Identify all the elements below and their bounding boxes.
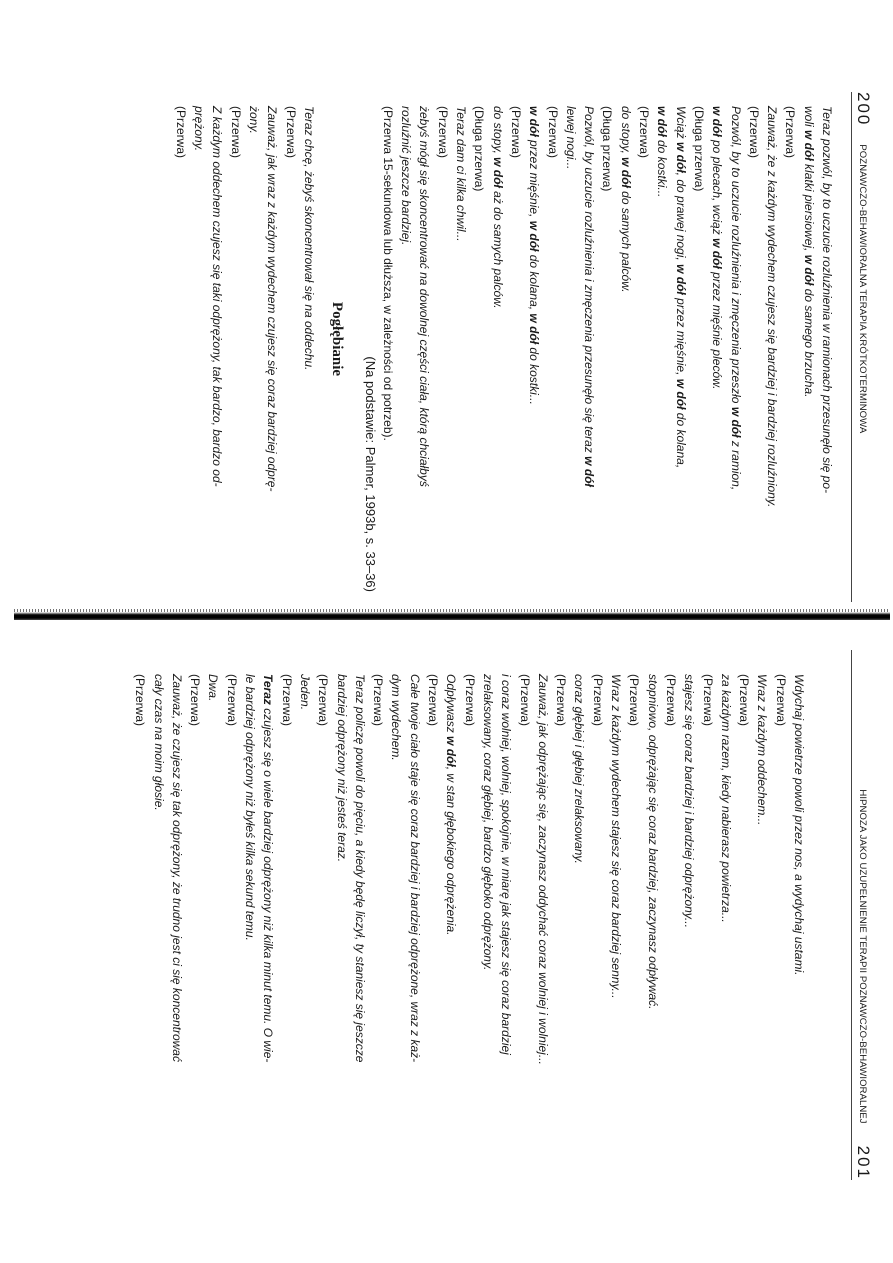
text-line <box>379 106 397 602</box>
text-line <box>735 674 753 1180</box>
text-line <box>131 674 149 1180</box>
text-segment: (Przerwa) <box>133 674 148 727</box>
text-line <box>245 106 263 602</box>
text-line <box>204 674 222 1180</box>
text-segment: do samych palców. <box>618 187 633 293</box>
text-segment: do kostki... <box>527 344 542 405</box>
text-line <box>745 106 763 602</box>
emphasis-text: w dół <box>655 106 670 137</box>
text-line <box>726 106 744 602</box>
text-segment: (Przerwa) <box>737 674 752 727</box>
text-segment: (Przerwa) <box>173 106 188 159</box>
text-line <box>281 106 299 602</box>
text-segment: (Przerwa) <box>508 106 523 159</box>
text-line <box>488 106 506 602</box>
text-line <box>433 106 451 602</box>
text-line <box>543 106 561 602</box>
text-segment: (Długa przerwa) <box>600 106 615 192</box>
text-segment: (Przerwa) <box>279 674 294 727</box>
text-line <box>763 106 781 602</box>
text-segment: Wraz z każdym wydechem stajesz się coraz bardziej senny... <box>609 674 624 999</box>
text-segment: Teraz chcę, żebyś skoncentrował się na oddechu. <box>301 106 316 371</box>
text-line <box>300 106 318 602</box>
emphasis-text: w dół <box>527 220 542 252</box>
running-head <box>846 650 872 1180</box>
text-line <box>653 106 671 602</box>
text-line <box>172 106 190 602</box>
text-line <box>552 674 570 1180</box>
text-segment: (Przerwa) <box>462 674 477 727</box>
text-line <box>753 674 771 1180</box>
text-segment: Teraz pozwól, by to uczucie rozluźnienia w ramionach przesunęło się po- <box>820 106 834 494</box>
text-segment: (Przerwa) <box>783 106 798 159</box>
emphasis-text: w dół <box>444 736 459 767</box>
text-line <box>607 674 625 1180</box>
text-segment: (Przerwa) <box>316 674 331 727</box>
text-line <box>227 106 245 602</box>
text-line <box>351 674 369 1180</box>
text-line <box>369 674 387 1180</box>
text-segment: (Przerwa) <box>435 106 450 159</box>
text-line <box>452 106 470 602</box>
text-segment: , w stan głębokiego odprężenia. <box>444 766 459 936</box>
text-segment: żony. <box>247 106 262 134</box>
text-segment: za każdym razem, kiedy nabierasz powietrza... <box>718 674 733 923</box>
text-line <box>208 106 226 602</box>
page-200 <box>42 92 872 602</box>
page-201 <box>42 650 872 1180</box>
citation: (Na podstawie: Palmer, 1993b, s. 33–36) <box>362 356 378 592</box>
text-segment: czujesz się o wiele bardziej odprężony niż kilka minut temu. O wie- <box>261 704 276 1063</box>
text-line <box>598 106 616 602</box>
text-line <box>442 674 460 1180</box>
text-segment: Teraz dam ci kilka chwil... <box>454 106 469 242</box>
text-segment: Pozwól, by to uczucie rozluźnienia i zmęczenia przeszło <box>728 106 743 407</box>
header-rule <box>851 650 852 1180</box>
emphasis-text: w dół <box>582 456 597 487</box>
text-segment: Wraz z każdym oddechem... <box>755 674 770 826</box>
text-segment: Wciąż <box>673 106 688 142</box>
text-segment: (Przerwa) <box>545 106 560 159</box>
text-line <box>263 106 281 602</box>
text-segment: (Przerwa) <box>517 674 532 727</box>
text-segment: z ramion, <box>728 437 743 491</box>
text-segment: (Przerwa) <box>627 674 642 727</box>
text-segment: Teraz policzę powoli do pięciu, a kiedy będę liczył, ty staniesz się jeszcze <box>352 674 367 1063</box>
text-segment: stopniowo, odprężając się coraz bardziej, zaczynasz odpływać. <box>645 674 660 1010</box>
paragraph-lines <box>131 674 808 1180</box>
text-segment: woli <box>801 106 816 131</box>
text-segment: do kostki... <box>655 136 670 198</box>
text-segment: cały czas na moim głosie. <box>151 674 166 811</box>
text-line <box>296 674 314 1180</box>
text-segment: (Przerwa) <box>228 106 243 159</box>
book-spine-shadow <box>14 612 890 620</box>
text-line <box>314 674 332 1180</box>
text-segment: coraz głębiej i głębiej zrelaksowany. <box>572 674 587 864</box>
text-line <box>818 106 836 602</box>
text-segment: Zauważ, że czujesz się tak odprężony, że trudno jest ci się koncentrować <box>169 674 184 1062</box>
text-segment: (Przerwa) <box>637 106 652 159</box>
text-line <box>507 106 525 602</box>
emphasis-text: w dół <box>673 142 688 173</box>
text-line <box>588 674 606 1180</box>
text-line <box>241 674 259 1180</box>
emphasis-text: Teraz <box>261 674 276 705</box>
text-line <box>415 106 433 602</box>
text-line <box>717 674 735 1180</box>
text-line <box>625 674 643 1180</box>
text-segment: Zauważ, że z każdym wydechem czujesz się bardziej i bardziej rozluźniony. <box>765 106 780 508</box>
text-line <box>168 674 186 1180</box>
text-line <box>562 106 580 602</box>
text-segment: (Przerwa) <box>426 674 441 727</box>
text-segment: (Przerwa) <box>554 674 569 727</box>
emphasis-text: w dół <box>618 157 633 188</box>
header-rule <box>851 92 852 602</box>
text-segment: (Przerwa) <box>590 674 605 727</box>
emphasis-text: w dół <box>490 157 505 188</box>
text-line <box>460 674 478 1180</box>
text-line <box>470 106 488 602</box>
running-head-title: HIPNOZA JAKO UZUPEŁNIENIE TERAPII POZNAWCZO-BEHAWIORALNEJ <box>857 789 868 1124</box>
text-segment: dym wydechem. <box>389 674 404 761</box>
text-segment: po plecach, wciąż <box>710 136 725 239</box>
text-line <box>570 674 588 1180</box>
text-segment: (Długa przerwa) <box>472 106 487 192</box>
text-segment: (Przerwa) <box>371 674 386 727</box>
text-segment: , do prawej nogi, <box>673 172 688 265</box>
body-text <box>172 92 836 602</box>
text-segment: prężony. <box>192 106 207 152</box>
text-line <box>790 674 808 1180</box>
text-segment: zrelaksowany, coraz głębiej, bardzo głęboko odprężony. <box>480 674 495 971</box>
text-segment: stajesz się coraz bardziej i bardziej odprężony... <box>682 674 697 928</box>
text-line <box>708 106 726 602</box>
text-line <box>277 674 295 1180</box>
text-segment: do kolana, <box>527 251 542 314</box>
emphasis-text: w dół <box>728 406 743 438</box>
section-lines <box>172 106 318 602</box>
text-segment: (Przerwa) <box>224 674 239 727</box>
text-line <box>680 674 698 1180</box>
text-segment: do kolana, <box>673 409 688 469</box>
running-head-title: POZNAWCZO-BEHAWIORALNA TERAPIA KRÓTKOTERMINOWA <box>857 144 868 434</box>
emphasis-text: w dół <box>673 264 688 295</box>
text-segment: Zauważ, jak odprężając się, zaczynasz oddychać coraz wolniej i wolniej... <box>535 674 550 1065</box>
running-head <box>846 92 872 602</box>
emphasis-text: w dół <box>527 106 542 137</box>
text-segment: Jeden. <box>297 674 312 711</box>
text-line <box>580 106 598 602</box>
emphasis-text: w dół <box>710 106 725 137</box>
emphasis-text: w dół <box>673 378 688 410</box>
text-line <box>186 674 204 1180</box>
body-text <box>131 650 808 1180</box>
text-segment: aż do samych palców. <box>490 187 505 309</box>
text-segment: przez mięśnie, <box>673 294 688 379</box>
text-line <box>190 106 208 602</box>
text-segment: Pozwól, by uczucie rozluźnienia i zmęczenia przesunęło się teraz <box>582 106 597 457</box>
emphasis-text: w dół <box>527 313 542 345</box>
text-line <box>616 106 634 602</box>
text-segment: przez mięśnie pleców. <box>710 268 725 390</box>
text-line <box>497 674 515 1180</box>
text-segment: (Przerwa) <box>663 674 678 727</box>
text-line <box>662 674 680 1180</box>
text-line <box>534 674 552 1180</box>
text-segment: le bardziej odprężony niż byłeś kilka sekund temu. <box>243 674 258 941</box>
text-segment: Dwa. <box>206 674 221 702</box>
text-segment: Wdychaj powietrze powoli przez nos, a wydychaj ustami. <box>792 674 806 976</box>
text-segment: (Przerwa) <box>746 106 761 159</box>
section-heading: Pogłębianie <box>329 301 346 377</box>
text-segment: przez mięśnie, <box>527 136 542 221</box>
text-segment: Całe twoje ciało staje się coraz bardziej i bardziej odprężone, wraz z każ- <box>407 674 422 1063</box>
text-line <box>799 106 817 602</box>
text-segment: Z każdym oddechem czujesz się taki odprężony, tak bardzo, bardzo od- <box>210 106 225 487</box>
text-line <box>515 674 533 1180</box>
text-segment: rozluźnić jeszcze bardziej. <box>399 106 414 246</box>
text-line <box>698 674 716 1180</box>
text-segment: klatki piersiowej, <box>801 160 816 255</box>
text-segment: i coraz wolniej, wolniej, spokojnie, w miarę jak stajesz się coraz bardziej <box>499 674 514 1055</box>
text-segment: (Przerwa 15-sekundowa lub dłuższa, w zależności od potrzeb). <box>380 106 395 441</box>
page-number: 201 <box>854 1145 873 1180</box>
text-line <box>690 106 708 602</box>
text-segment: lewej nogi... <box>563 106 578 170</box>
text-segment: do stopy, <box>618 106 633 158</box>
text-line <box>643 674 661 1180</box>
text-segment: (Przerwa) <box>188 674 203 727</box>
text-line <box>771 674 789 1180</box>
paragraph-lines <box>379 106 836 602</box>
text-segment: do samego brzucha. <box>801 285 816 398</box>
text-segment: żebyś mógł się skoncentrować na dowolnej części ciała, którą chciałbyś <box>417 106 432 487</box>
text-line <box>387 674 405 1180</box>
text-line <box>671 106 689 602</box>
text-segment: Zauważ, jak wraz z każdym wydechem czujesz się coraz bardziej odprę- <box>265 106 280 492</box>
emphasis-text: w dół <box>801 254 816 286</box>
text-line <box>259 674 277 1180</box>
text-line <box>397 106 415 602</box>
text-segment: (Przerwa) <box>700 674 715 727</box>
text-line <box>525 106 543 602</box>
emphasis-text: w dół <box>710 238 725 269</box>
text-line <box>223 674 241 1180</box>
text-line <box>635 106 653 602</box>
text-segment: (Przerwa) <box>283 106 298 159</box>
text-segment: Odpływasz <box>444 674 459 737</box>
text-segment: bardziej odprężony niż jesteś teraz. <box>334 674 349 863</box>
text-line <box>424 674 442 1180</box>
text-line <box>479 674 497 1180</box>
text-segment: do stopy, <box>490 106 505 158</box>
emphasis-text: w dół <box>801 130 816 161</box>
page-number: 200 <box>854 92 873 127</box>
text-line <box>405 674 423 1180</box>
text-line <box>332 674 350 1180</box>
text-line <box>781 106 799 602</box>
text-line <box>149 674 167 1180</box>
text-segment: (Długa przerwa) <box>691 106 706 192</box>
text-segment: (Przerwa) <box>773 674 788 727</box>
